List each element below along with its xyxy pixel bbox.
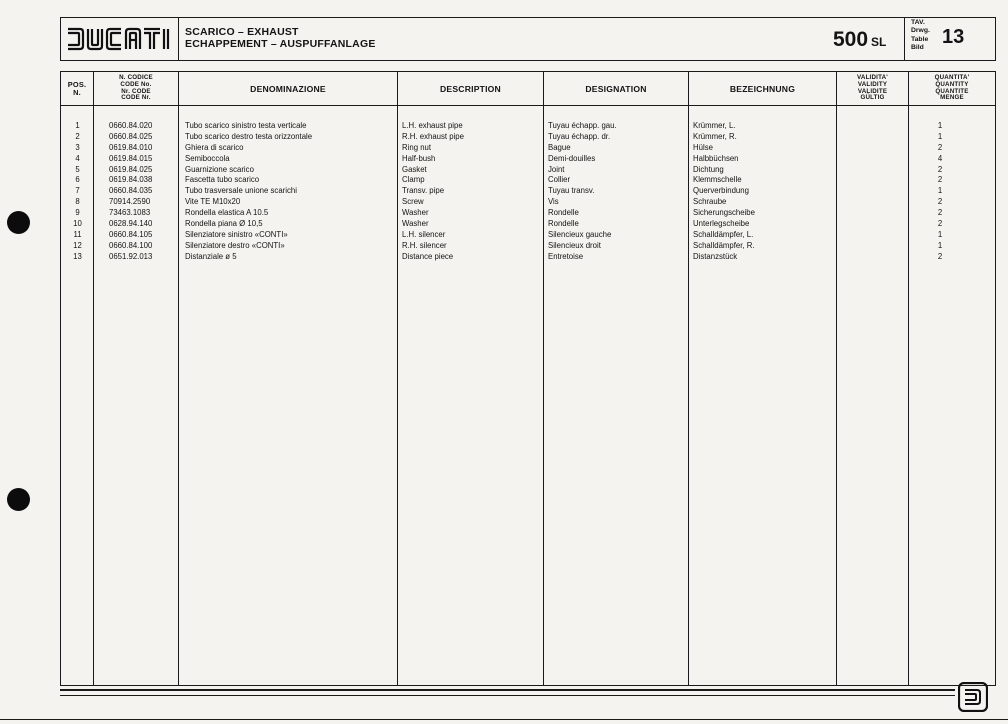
cell-denominazione: Tubo scarico destro testa orizzontale <box>185 131 313 141</box>
cell-denominazione: Guarnizione scarico <box>185 164 254 174</box>
cell-designation: Rondelle <box>548 208 579 218</box>
cell-description: Gasket <box>402 164 427 174</box>
cell-pos: 5 <box>75 164 80 174</box>
table-row <box>61 197 995 208</box>
cell-code: 70914.2590 <box>109 197 151 207</box>
cell-description: L.H. exhaust pipe <box>402 121 463 130</box>
cell-quantita: 1 <box>937 121 943 130</box>
cell-code: 0619.84.010 <box>109 142 153 152</box>
cell-code: 0651.92.013 <box>109 251 153 261</box>
cell-description: Washer <box>402 208 429 218</box>
table-label: Table <box>911 35 929 43</box>
table-row <box>61 208 995 219</box>
cell-description: Distance piece <box>402 251 454 261</box>
cell-bezeichnung: Krümmer, L. <box>693 121 736 130</box>
ducati-logo <box>67 26 171 52</box>
cell-designation: Silencieux gauche <box>548 229 612 239</box>
cell-pos: 9 <box>75 208 80 218</box>
col-header-code <box>94 72 178 105</box>
col-header-description: DESCRIPTION <box>440 83 501 94</box>
title-line-2: ECHAPPEMENT – AUSPUFFANLAGE <box>185 38 376 50</box>
cell-designation: Bague <box>548 142 571 152</box>
table-row <box>61 132 995 143</box>
table-row <box>61 219 995 230</box>
cell-pos: 3 <box>75 142 80 152</box>
cell-code: 0660.84.025 <box>109 131 153 141</box>
col-header-quantita-line: QUANTITE <box>935 87 969 95</box>
col-header-code-line: Nr. CODE <box>121 87 151 95</box>
col-header-validita-line: VALIDITY <box>857 80 888 88</box>
col-header-designation: DESIGNATION <box>585 83 647 94</box>
col-header-bezeichnung: BEZEICHNUNG <box>729 83 796 94</box>
cell-description: R.H. exhaust pipe <box>402 131 464 141</box>
cell-code: 0619.84.038 <box>109 175 153 185</box>
col-header-quantita-line: QUANTITA' <box>934 73 970 81</box>
cell-pos: 10 <box>73 219 82 229</box>
cell-denominazione: Rondella piana Ø 10,5 <box>185 219 263 229</box>
table-number: 13 <box>942 26 965 48</box>
bild-label: Bild <box>911 44 924 52</box>
binder-hole-top <box>7 211 30 234</box>
cell-designation: Demi-douilles <box>548 153 596 163</box>
cell-pos: 11 <box>73 229 82 239</box>
footer-rule-thin <box>60 695 955 696</box>
table-number-labels <box>911 19 930 53</box>
cell-code: 0619.84.025 <box>109 164 153 174</box>
cell-denominazione: Tubo scarico sinistro testa verticale <box>185 121 307 130</box>
cell-bezeichnung: Sicherungscheibe <box>693 208 755 218</box>
cell-quantita: 2 <box>937 175 943 185</box>
cell-designation: Tuyau échapp. gau. <box>548 121 617 130</box>
cell-pos: 2 <box>75 131 80 141</box>
table-number-box <box>904 17 997 60</box>
col-header-pos-line: N. <box>73 87 81 97</box>
col-header-quantita-line: QUANTITY <box>935 80 969 88</box>
cell-quantita: 2 <box>937 208 943 218</box>
table-row <box>61 186 995 197</box>
table-row <box>61 143 995 154</box>
cell-denominazione: Tubo trasversale unione scarichi <box>185 186 297 196</box>
cell-description: Washer <box>402 219 429 229</box>
cell-code: 0660.84.105 <box>109 229 153 239</box>
cell-bezeichnung: Unterlegscheibe <box>693 219 750 229</box>
cell-bezeichnung: Schraube <box>693 197 727 207</box>
table-row <box>61 230 995 241</box>
col-header-validita-line: VALIDITA' <box>857 73 888 81</box>
cell-description: Transv. pipe <box>402 186 445 196</box>
title-line-1: SCARICO – EXHAUST <box>185 26 299 38</box>
cell-quantita: 1 <box>937 186 943 196</box>
tav-label: TAV. <box>911 19 925 26</box>
cell-code: 0660.84.035 <box>109 186 153 196</box>
cell-bezeichnung: Distanzstück <box>693 251 738 261</box>
drwg-label: Drwg. <box>911 27 930 35</box>
cell-description: R.H. silencer <box>402 240 447 250</box>
cell-denominazione: Rondella elastica A 10.5 <box>185 208 269 218</box>
table-row <box>61 165 995 176</box>
model-name <box>833 28 886 52</box>
cell-quantita: 1 <box>937 131 943 141</box>
col-header-quantita <box>909 72 995 105</box>
model-suffix: SL <box>871 35 887 49</box>
model-number: 500 <box>833 28 869 51</box>
cell-quantita: 2 <box>937 197 943 207</box>
col-header-pos <box>61 72 93 105</box>
cell-pos: 13 <box>73 251 82 261</box>
cell-description: Half-bush <box>402 153 436 163</box>
cell-designation: Entretoise <box>548 251 584 261</box>
table-row <box>61 252 995 263</box>
cell-code: 0628.94.140 <box>109 219 153 229</box>
cell-denominazione: Semiboccola <box>185 153 230 163</box>
col-header-pos-line: POS. <box>67 79 87 89</box>
cell-description: L.H. silencer <box>402 229 446 239</box>
logo-box <box>61 18 179 60</box>
cell-bezeichnung: Schalldämpfer, R. <box>693 240 755 250</box>
table-row <box>61 175 995 186</box>
cell-designation: Tuyau échapp. dr. <box>548 131 611 141</box>
cell-code: 73463.1083 <box>109 208 151 218</box>
sheet-title <box>185 26 376 50</box>
sheet-header <box>60 17 996 61</box>
cell-bezeichnung: Halbbüchsen <box>693 153 739 163</box>
col-header-code-line: N. CODICE <box>119 73 153 81</box>
cell-denominazione: Vite TE M10x20 <box>185 197 241 207</box>
cell-designation: Silencieux droit <box>548 240 601 250</box>
cell-code: 0619.84.015 <box>109 153 153 163</box>
cell-pos: 7 <box>75 186 80 196</box>
cell-denominazione: Distanziale ø 5 <box>185 251 237 261</box>
footer-rule-thick <box>60 689 955 691</box>
col-header-validita <box>837 72 908 105</box>
cell-bezeichnung: Schalldämpfer, L. <box>693 229 754 239</box>
cell-designation: Tuyau transv. <box>548 186 595 196</box>
col-header-code-line: CODE Nr. <box>121 94 151 102</box>
cell-bezeichnung: Krümmer, R. <box>693 131 737 141</box>
cell-code: 0660.84.100 <box>109 240 153 250</box>
binder-hole-bottom <box>7 488 30 511</box>
table-row <box>61 241 995 252</box>
cell-pos: 1 <box>75 121 80 130</box>
ducati-d-emblem-icon <box>958 682 988 712</box>
col-header-code-line: CODE No. <box>120 80 152 88</box>
parts-rows <box>61 121 995 263</box>
cell-designation: Vis <box>548 197 559 207</box>
cell-denominazione: Ghiera di scarico <box>185 142 244 152</box>
cell-quantita: 1 <box>937 240 943 250</box>
cell-pos: 6 <box>75 175 80 185</box>
col-header-denominazione: DENOMINAZIONE <box>250 83 326 94</box>
cell-quantita: 4 <box>937 153 943 163</box>
cell-quantita: 2 <box>937 251 943 261</box>
cell-pos: 8 <box>75 197 80 207</box>
cell-quantita: 1 <box>937 229 943 239</box>
cell-quantita: 2 <box>937 142 943 152</box>
cell-bezeichnung: Querverbindung <box>693 186 749 196</box>
cell-pos: 4 <box>75 153 80 163</box>
cell-denominazione: Silenziatore sinistro «CONTI» <box>185 229 288 239</box>
cell-code: 0660.84.020 <box>109 121 153 130</box>
cell-description: Clamp <box>402 175 425 185</box>
cell-pos: 12 <box>73 240 82 250</box>
cell-quantita: 2 <box>937 164 943 174</box>
cell-description: Ring nut <box>402 142 432 152</box>
cell-denominazione: Silenziatore destro «CONTI» <box>185 240 285 250</box>
cell-description: Screw <box>402 197 424 207</box>
cell-bezeichnung: Dichtung <box>693 164 724 174</box>
cell-bezeichnung: Hülse <box>693 142 713 152</box>
cell-designation: Collier <box>548 175 571 185</box>
table-row <box>61 121 995 132</box>
col-header-quantita-line: MENGE <box>940 94 964 102</box>
header-divider <box>61 105 995 106</box>
page-bottom-rule <box>0 719 1008 720</box>
table-row <box>61 154 995 165</box>
cell-designation: Rondelle <box>548 219 579 229</box>
cell-bezeichnung: Klemmschelle <box>693 175 742 185</box>
cell-designation: Joint <box>548 164 565 174</box>
col-header-validita-line: VALIDITE <box>857 87 888 95</box>
cell-denominazione: Fascetta tubo scarico <box>185 175 260 185</box>
col-header-validita-line: GÜLTIG <box>860 94 885 102</box>
parts-table <box>60 71 996 686</box>
cell-quantita: 2 <box>937 219 943 229</box>
